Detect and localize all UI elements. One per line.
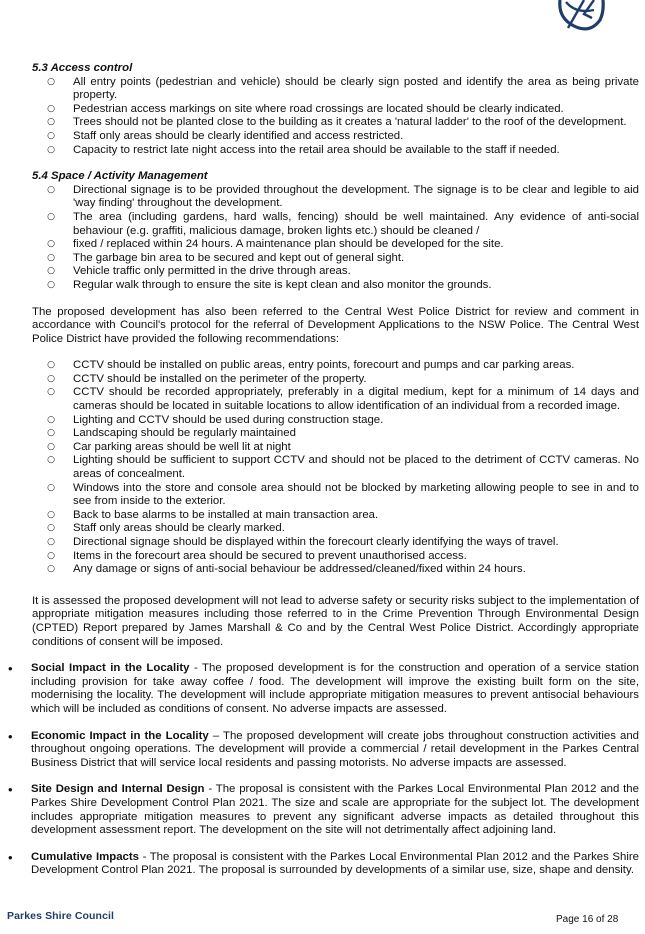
list-item: ○ Staff only areas should be clearly marked. <box>47 522 285 535</box>
page-number: Page 16 of 28 <box>556 914 619 925</box>
list-item: ○ Lighting should be sufficient to support CCTV and should not be placed to the detriment of CCTV cameras. No areas of concealment. <box>47 454 639 481</box>
circle-bullet-icon: ○ <box>47 482 55 493</box>
bullet-icon: • <box>8 661 13 677</box>
footer-brand: Parkes Shire Council <box>7 910 115 922</box>
circle-bullet-icon: ○ <box>47 184 55 195</box>
impact-social <box>4 662 639 716</box>
list-item: ○ Lighting and CCTV should be used during construction stage. <box>47 413 384 426</box>
circle-bullet-icon: ○ <box>47 509 55 520</box>
access-control-heading: 5.3 Access control <box>32 62 133 74</box>
list-item: ○ The garbage bin area to be secured and kept out of general sight. <box>47 251 405 264</box>
list-item: ○ CCTV should be recorded appropriately, preferably in a digital medium, kept for a minimum of 14 days and cameras should be located in suitable locations to allow identification of an individual from a recorded image. <box>47 386 639 413</box>
list-item: ○ Landscaping should be regularly maintained <box>47 427 296 440</box>
impact-list <box>4 662 639 878</box>
impact-text: - The proposed development is for the construction and operation of a service station including provision for take away coffee / food. The development will improve the existing built form on the site, modernising the locality. The development will include appropriate mitigation measures to prevent antisocial behaviours which will be included as conditions of consent. No adverse impacts are assessed. <box>31 662 639 715</box>
list-item: ○ Car parking areas should be well lit at night <box>47 440 291 453</box>
document-body <box>8 62 639 878</box>
impact-title: Social Impact in the Locality <box>31 662 190 675</box>
list-item: ○ Trees should not be planted close to the building as it creates a 'natural ladder' to the roof of the development. <box>47 116 627 129</box>
impact-text: - The proposal is consistent with the Parkes Local Environmental Plan 2012 and the Parkes Shire Development Control Plan 2021. The size and scale are appropriate for the subject lot. The development includes appropriate mitigation measures to prevent any significant adverse impacts as detailed throughout this development assessment report. The development on the site will not detrimentally affect adjoining land. <box>31 783 639 837</box>
circle-bullet-icon: ○ <box>47 550 55 561</box>
list-item: ○ Capacity to restrict late night access into the retail area should be available to the staff if needed. <box>47 143 560 156</box>
list-item: ○ Windows into the store and console area should not be blocked by marketing allowing people to see in and to see from inside to the exterior. <box>47 481 639 508</box>
circle-bullet-icon: ○ <box>47 387 55 398</box>
circle-bullet-icon: ○ <box>47 76 55 87</box>
list-item: ○ Vehicle traffic only permitted in the drive through areas. <box>47 265 351 278</box>
circle-bullet-icon: ○ <box>47 455 55 466</box>
space-activity-heading: 5.4 Space / Activity Management <box>32 170 208 183</box>
impact-site-design <box>4 783 639 837</box>
circle-bullet-icon: ○ <box>47 373 55 384</box>
circle-bullet-icon: ○ <box>47 523 55 534</box>
circle-bullet-icon: ○ <box>47 414 55 425</box>
assessment-paragraph: It is assessed the proposed development will not lead to adverse safety or security risks subject to the implementation of appropriate mitigation measures including those referred to in the Crime Prevention Through Environmental Design (CPTED) Report prepared by James Marshall & Co and by the Central West Police District. Accordingly appropriate conditions of consent will be imposed. <box>32 594 639 648</box>
list-item: ○ Items in the forecourt area should be secured to prevent unauthorised access. <box>47 549 467 562</box>
circle-bullet-icon: ○ <box>47 428 55 439</box>
list-item: ○ CCTV should be installed on the perimeter of the property. <box>47 372 367 385</box>
list-item: ○ Pedestrian access markings on site where road crossings are located should be clearly indicated. <box>47 102 564 115</box>
list-item: ○ CCTV should be installed on public areas, entry points, forecourt and pumps and car parking areas. <box>47 359 575 372</box>
impact-title: Site Design and Internal Design <box>31 783 205 796</box>
circle-bullet-icon: ○ <box>47 564 55 575</box>
circle-bullet-icon: ○ <box>47 117 55 128</box>
parkes-globe-icon <box>554 0 608 36</box>
circle-bullet-icon: ○ <box>47 211 55 222</box>
list-item: ○ Back to base alarms to be installed at main transaction area. <box>47 508 379 521</box>
circle-bullet-icon: ○ <box>47 252 55 263</box>
list-item: ○ Directional signage should be displayed within the forecourt clearly identifying the ways of travel. <box>47 536 559 548</box>
list-item: ○ Regular walk through to ensure the site is kept clean and also monitor the grounds. <box>47 278 492 291</box>
circle-bullet-icon: ○ <box>47 130 55 141</box>
list-item: ○ Directional signage is to be provided throughout the development. The signage is to be clear and legible to aid 'way finding' throughout the development. <box>47 183 639 210</box>
list-item: ○ All entry points (pedestrian and vehicle) should be clearly sign posted and identify the area as being private property. <box>47 75 639 102</box>
circle-bullet-icon: ○ <box>47 266 55 277</box>
circle-bullet-icon: ○ <box>47 279 55 290</box>
impact-cumulative <box>4 851 639 878</box>
bullet-icon: • <box>8 849 13 865</box>
police-referral-paragraph: The proposed development has also been referred to the Central West Police District for review and comment in accordance with Council's protocol for the referral of Development Applications to the NSW Police. The Central West Police District have provided the following recommendations: <box>32 305 639 345</box>
impact-economic <box>4 730 639 771</box>
bullet-icon: • <box>8 782 13 798</box>
list-item: ○ Any damage or signs of anti-social behaviour be addressed/cleaned/fixed within 24 hours. <box>47 563 526 576</box>
circle-bullet-icon: ○ <box>47 360 55 371</box>
bullet-icon: • <box>8 728 13 744</box>
circle-bullet-icon: ○ <box>47 144 55 155</box>
impact-title: Economic Impact in the Locality <box>31 729 209 742</box>
police-recommendations-list <box>32 359 639 577</box>
circle-bullet-icon: ○ <box>47 441 55 452</box>
list-item: ○ The area (including gardens, hard walls, fencing) should be well maintained. Any evidence of anti-social behaviour (e.g. graffiti, malicious damage, broken lights etc.) should be cleaned / <box>47 210 639 237</box>
circle-bullet-icon: ○ <box>47 103 55 114</box>
circle-bullet-icon: ○ <box>47 239 55 250</box>
space-activity-list <box>32 184 639 293</box>
list-item: ○ Staff only areas should be clearly identified and access restricted. <box>47 129 404 142</box>
impact-text: - The proposal is consistent with the Parkes Local Environmental Plan 2012 and the Parkes Shire Development Control Plan 2021. The proposal is surrounded by developments of a similar use, size, shape and density. <box>31 850 639 877</box>
impact-title: Cumulative Impacts <box>31 850 140 863</box>
list-item: ○ fixed / replaced within 24 hours. A maintenance plan should be developed for the site. <box>47 238 504 251</box>
impact-text: – The proposed development will create jobs throughout construction activities and throughout ongoing operations. The development will provide a commercial / retail development in the Parkes Central Business District that will service local residents and passing motorists. No adverse impacts are assessed. <box>31 729 639 769</box>
circle-bullet-icon: ○ <box>47 537 55 547</box>
access-control-list <box>32 76 639 158</box>
